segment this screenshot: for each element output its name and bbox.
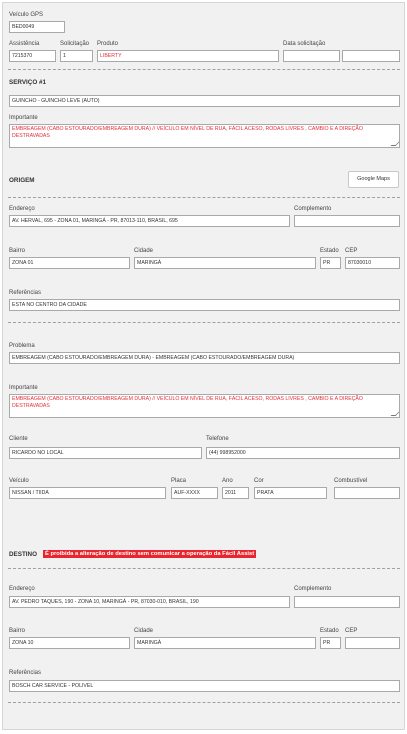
- destino-estado-field[interactable]: PR: [320, 637, 341, 649]
- problema-importante-label: Importante: [9, 385, 38, 391]
- assistencia-label: Assistência: [9, 41, 40, 47]
- origem-bairro-label: Bairro: [9, 248, 26, 254]
- destino-title: DESTINO: [9, 551, 37, 558]
- telefone-label: Telefone: [206, 436, 229, 442]
- google-maps-button[interactable]: Google Maps: [348, 171, 399, 188]
- placa-field[interactable]: AUF-XXXX: [171, 487, 218, 499]
- destino-warning-badge: É proibida a alteração de destino sem comunicar a operação da Fácil Assist: [45, 551, 255, 557]
- origem-endereco-label: Endereço: [9, 206, 35, 212]
- origem-endereco-field[interactable]: AV. HERVAL, 695 - ZONA 01, MARINGÁ - PR, 87013-110, BRASIL, 695: [9, 215, 290, 227]
- destino-complemento-label: Complemento: [294, 586, 332, 592]
- assistencia-field[interactable]: 7215370: [9, 50, 56, 62]
- servico-importante-label: Importante: [9, 115, 38, 121]
- servico-tipo-field[interactable]: GUINCHO - GUINCHO LEVE (AUTO): [9, 95, 400, 107]
- origem-bairro-field[interactable]: ZONA 01: [9, 257, 130, 269]
- servico-importante-textarea[interactable]: [9, 124, 400, 148]
- divider: [8, 568, 400, 569]
- cor-field[interactable]: PRATA: [254, 487, 327, 499]
- divider: [8, 69, 400, 70]
- destino-cep-label: CEP: [345, 628, 358, 634]
- resize-grip-icon[interactable]: [391, 411, 401, 416]
- gps-field[interactable]: BED0049: [9, 21, 65, 33]
- problema-label: Problema: [9, 343, 35, 349]
- destino-referencias-field[interactable]: BOSCH CAR SERVICE - POLIVEL: [9, 680, 400, 692]
- origem-cidade-label: Cidade: [134, 248, 154, 254]
- origem-title: ORIGEM: [9, 177, 35, 184]
- placa-label: Placa: [171, 478, 187, 484]
- origem-cep-field[interactable]: 87030010: [345, 257, 400, 269]
- servico-importante-text: EMBREAGEM (CABO ESTOURADO/EMBREAGEM DURA) // VEÍCULO EM NÍVEL DE RUA, FÁCIL ACESO, RODAS LIVRES , CAMBIO E A DIREÇÃO DESTRAVADAS: [12, 126, 363, 139]
- origem-estado-field[interactable]: PR: [320, 257, 341, 269]
- destino-cep-field[interactable]: [345, 637, 400, 649]
- veiculo-label: Veículo: [9, 478, 29, 484]
- divider: [8, 322, 400, 323]
- service-form-panel: [2, 2, 405, 730]
- destino-estado-label: Estado: [320, 628, 339, 634]
- destino-endereco-label: Endereço: [9, 586, 35, 592]
- destino-cidade-label: Cidade: [134, 628, 154, 634]
- gps-label: Veículo GPS: [9, 12, 44, 18]
- origem-referencias-label: Referências: [9, 290, 42, 296]
- ano-label: Ano: [222, 478, 233, 484]
- veiculo-field[interactable]: NISSAN / TIIDA: [9, 487, 166, 499]
- destino-bairro-field[interactable]: ZONA 10: [9, 637, 130, 649]
- ano-field[interactable]: 2011: [222, 487, 249, 499]
- cliente-field[interactable]: RICARDO NO LOCAL: [9, 447, 202, 459]
- servico-title: SERVIÇO #1: [9, 79, 46, 86]
- cor-label: Cor: [254, 478, 264, 484]
- destino-referencias-label: Referências: [9, 670, 42, 676]
- origem-estado-label: Estado: [320, 248, 339, 254]
- divider: [8, 197, 400, 198]
- resize-grip-icon[interactable]: [391, 141, 401, 146]
- origem-complemento-field[interactable]: [294, 215, 400, 227]
- combustivel-field[interactable]: [334, 487, 400, 499]
- divider: [8, 702, 400, 703]
- solicitacao-label: Solicitação: [60, 41, 90, 47]
- destino-endereco-field[interactable]: AV. PEDRO TAQUES, 190 - ZONA 10, MARINGÁ - PR, 87030-010, BRASIL, 190: [9, 596, 290, 608]
- combustivel-label: Combustível: [334, 478, 368, 484]
- produto-label: Produto: [97, 41, 119, 47]
- cliente-label: Cliente: [9, 436, 28, 442]
- origem-referencias-field[interactable]: ESTA NO CENTRO DA CIDADE: [9, 299, 400, 311]
- data-solicitacao-label: Data solicitação: [283, 41, 326, 47]
- telefone-field[interactable]: (44) 998952000: [206, 447, 400, 459]
- origem-complemento-label: Complemento: [294, 206, 332, 212]
- destino-complemento-field[interactable]: [294, 596, 400, 608]
- origem-cep-label: CEP: [345, 248, 358, 254]
- problema-importante-text: EMBREAGEM (CABO ESTOURADO/EMBREAGEM DURA) // VEÍCULO EM NÍVEL DE RUA, FÁCIL ACESO, RODAS LIVRES , CAMBIO E A DIREÇÃO DESTRAVADAS: [12, 396, 363, 409]
- solicitacao-field[interactable]: 1: [60, 50, 93, 62]
- data-solicitacao-time-field[interactable]: [342, 50, 400, 62]
- destino-cidade-field[interactable]: MARINGÁ: [134, 637, 316, 649]
- destino-bairro-label: Bairro: [9, 628, 26, 634]
- produto-field[interactable]: LIBERTY: [97, 50, 279, 62]
- problema-field[interactable]: EMBREAGEM (CABO ESTOURADO/EMBREAGEM DURA) - EMBREAGEM (CABO ESTOURADO/EMBREAGEM DURA): [9, 352, 400, 364]
- data-solicitacao-date-field[interactable]: [283, 50, 340, 62]
- origem-cidade-field[interactable]: MARINGÁ: [134, 257, 316, 269]
- problema-importante-textarea[interactable]: [9, 394, 400, 418]
